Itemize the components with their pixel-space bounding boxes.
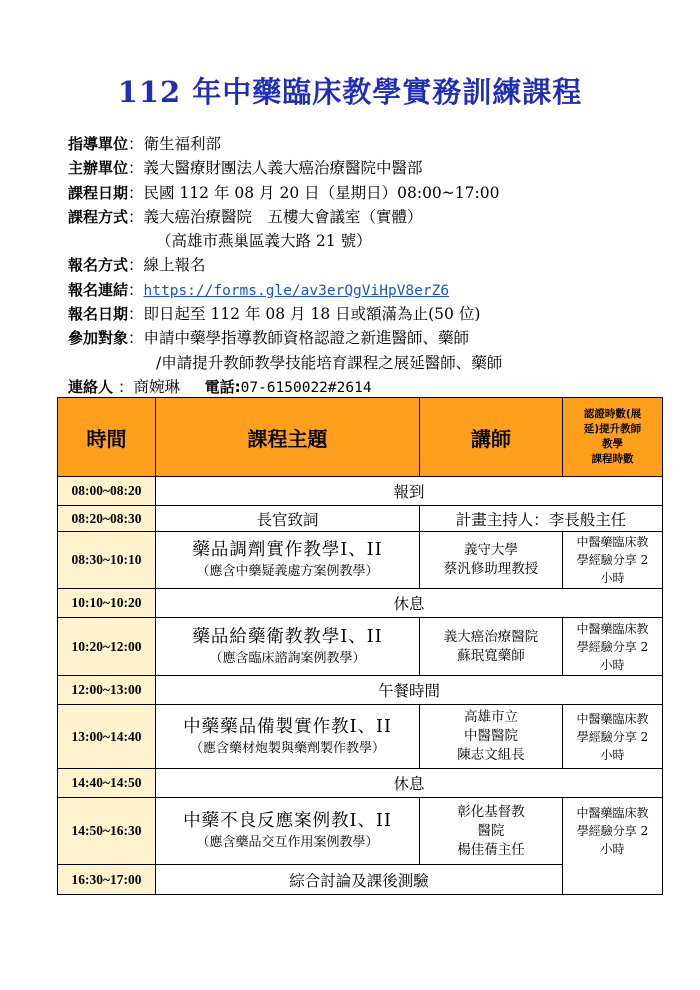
header-topic: 課程主題 bbox=[156, 398, 420, 477]
topic-title: 中藥藥品備製實作教Ⅰ、II bbox=[183, 716, 392, 737]
speaker-line-1: 義守大學 bbox=[464, 542, 518, 558]
header-time: 時間 bbox=[58, 398, 156, 477]
table-row bbox=[58, 705, 663, 769]
credit-line-2: 學經驗分享 2 bbox=[576, 553, 649, 567]
speaker-line-2: 蔡汎修助理教授 bbox=[443, 561, 539, 577]
table-row bbox=[58, 532, 663, 589]
credit-line-1: 中醫藥臨床教 bbox=[576, 806, 649, 820]
row-activity: 綜合討論及課後測驗 bbox=[156, 865, 563, 895]
table-row bbox=[58, 769, 663, 798]
topic-subtitle: （應含中藥疑義處方案例教學） bbox=[196, 564, 379, 579]
reg-method-value: 線上報名 bbox=[143, 256, 206, 275]
topic-title: 藥品給藥衛教教學Ⅰ、II bbox=[192, 626, 383, 647]
credit-line-3: 小時 bbox=[600, 657, 625, 672]
table-row bbox=[58, 676, 663, 705]
credit-line-3: 小時 bbox=[600, 747, 625, 762]
reg-link-label: 報名連結 bbox=[68, 280, 129, 299]
audience-value-1: 申請中藥學指導教師資格認證之新進醫師、藥師 bbox=[143, 329, 470, 348]
speaker-line-3: 陳志文組長 bbox=[457, 747, 525, 763]
date-value: 民國 112 年 08 月 20 日（星期日）08:00~17:00 bbox=[143, 183, 500, 202]
schedule-table bbox=[57, 397, 663, 895]
table-row bbox=[58, 798, 663, 865]
reg-method-label: 報名方式 bbox=[68, 256, 129, 275]
speaker-line-1: 義大癌治療醫院 bbox=[443, 628, 539, 645]
contact-row: 連絡人 ：商婉琳 電話:07-6150022#2614 bbox=[68, 377, 372, 396]
row-topic bbox=[156, 532, 420, 589]
credit-line-1: 中醫藥臨床教 bbox=[576, 535, 649, 549]
address-row bbox=[68, 229, 678, 253]
header-credit-line-4: 課程時數 bbox=[591, 453, 634, 465]
row-time: 08:20~08:30 bbox=[58, 506, 156, 532]
audience-row-2 bbox=[68, 351, 678, 375]
row-speaker: 計畫主持人：李長般主任 bbox=[420, 506, 663, 532]
header-credit-line-2: 延)提升教師 bbox=[583, 423, 642, 435]
mode-label: 課程方式 bbox=[68, 207, 129, 226]
row-activity: 報到 bbox=[156, 477, 663, 506]
row-time: 12:00~13:00 bbox=[58, 676, 156, 705]
phone-value: 07-6150022#2614 bbox=[240, 379, 372, 396]
speaker-line-2: 醫院 bbox=[477, 822, 505, 839]
mode-value: 義大癌治療醫院 五樓大會議室（實體） bbox=[143, 207, 423, 226]
course-info bbox=[68, 132, 678, 399]
credit-line-2: 學經驗分享 2 bbox=[576, 824, 649, 838]
row-activity: 休息 bbox=[156, 589, 663, 618]
contact-label: 連絡人 bbox=[68, 377, 114, 396]
row-credit bbox=[563, 798, 663, 895]
row-topic bbox=[156, 705, 420, 769]
row-time: 16:30~17:00 bbox=[58, 865, 156, 895]
topic-subtitle: （應含藥材炮製與藥劑製作教學） bbox=[189, 740, 385, 756]
date-label: 課程日期 bbox=[68, 183, 129, 202]
row-speaker bbox=[420, 798, 563, 865]
row-activity: 休息 bbox=[156, 769, 663, 798]
row-credit bbox=[563, 618, 663, 676]
credit-line-1: 中醫藥臨床教 bbox=[576, 621, 649, 636]
supervisor-label: 指導單位 bbox=[68, 135, 129, 153]
table-row bbox=[58, 506, 663, 532]
phone-label: 電話: bbox=[204, 377, 241, 396]
reg-link[interactable]: https://forms.gle/av3erQgViHpV8erZ6 bbox=[143, 282, 450, 299]
audience-row: 參加對象：申請中藥學指導教師資格認證之新進醫師、藥師 bbox=[68, 329, 470, 348]
row-credit bbox=[563, 532, 663, 589]
row-time: 14:40~14:50 bbox=[58, 769, 156, 798]
row-time: 08:30~10:10 bbox=[58, 532, 156, 589]
credit-line-3: 小時 bbox=[600, 571, 625, 585]
audience-label: 參加對象 bbox=[68, 329, 129, 348]
reg-method-row: 報名方式：線上報名 bbox=[68, 256, 206, 275]
speaker-line-1: 高雄市立 bbox=[464, 709, 518, 725]
date-row: 課程日期：民國 112 年 08 月 20 日（星期日）08:00~17:00 bbox=[68, 183, 500, 202]
row-time: 10:20~12:00 bbox=[58, 618, 156, 676]
credit-line-3: 小時 bbox=[600, 842, 625, 856]
credit-line-2: 學經驗分享 2 bbox=[576, 639, 649, 654]
mode-row: 課程方式：義大癌治療醫院 五樓大會議室（實體） bbox=[68, 207, 423, 226]
audience-value-2: /申請提升教師教學技能培育課程之展延醫師、藥師 bbox=[156, 353, 503, 372]
reg-link-row: 報名連結：https://forms.gle/av3erQgViHpV8erZ6 bbox=[68, 280, 450, 299]
supervisor-row: 指導單位：衛生福利部 bbox=[68, 135, 222, 153]
topic-title: 藥品調劑實作教學Ⅰ、II bbox=[192, 540, 383, 560]
row-time: 13:00~14:40 bbox=[58, 705, 156, 769]
speaker-line-2: 蘇珉寬藥師 bbox=[457, 647, 525, 664]
table-row bbox=[58, 618, 663, 676]
table-header-row bbox=[58, 398, 663, 477]
supervisor-value: 衛生福利部 bbox=[143, 135, 222, 153]
speaker-line-3: 楊佳蒨主任 bbox=[457, 841, 525, 858]
table-row bbox=[58, 477, 663, 506]
organizer-value: 義大醫療財團法人義大癌治療醫院中醫部 bbox=[143, 159, 423, 178]
speaker-line-2: 中醫醫院 bbox=[464, 728, 518, 744]
table-row bbox=[58, 589, 663, 618]
row-topic bbox=[156, 618, 420, 676]
header-speaker: 講師 bbox=[420, 398, 563, 477]
row-topic bbox=[156, 798, 420, 865]
address-value: （高雄市燕巢區義大路 21 號） bbox=[156, 232, 372, 251]
row-time: 14:50~16:30 bbox=[58, 798, 156, 865]
header-credit-line-3: 教學 bbox=[602, 438, 623, 450]
topic-subtitle: （應含藥品交互作用案例教學） bbox=[196, 835, 379, 850]
topic-title: 中藥不良反應案例教Ⅰ、II bbox=[183, 811, 392, 831]
row-credit bbox=[563, 705, 663, 769]
row-speaker bbox=[420, 532, 563, 589]
organizer-label: 主辦單位 bbox=[68, 159, 129, 178]
row-time: 10:10~10:20 bbox=[58, 589, 156, 618]
organizer-row: 主辦單位：義大醫療財團法人義大癌治療醫院中醫部 bbox=[68, 159, 423, 178]
reg-date-value: 即日起至 112 年 08 月 18 日或額滿為止(50 位) bbox=[143, 305, 481, 324]
row-speaker bbox=[420, 618, 563, 676]
row-activity: 午餐時間 bbox=[156, 676, 663, 705]
row-speaker bbox=[420, 705, 563, 769]
header-credit bbox=[563, 398, 663, 477]
speaker-line-1: 彰化基督教 bbox=[457, 803, 525, 820]
page-title: 112 年中藥臨床教學實務訓練課程 bbox=[117, 75, 583, 109]
row-time: 08:00~08:20 bbox=[58, 477, 156, 506]
header-credit-line-1: 認證時數(展 bbox=[583, 408, 642, 420]
row-topic: 長官致詞 bbox=[156, 506, 420, 532]
credit-line-1: 中醫藥臨床教 bbox=[576, 711, 649, 726]
credit-line-2: 學經驗分享 2 bbox=[576, 729, 649, 744]
reg-date-label: 報名日期 bbox=[68, 305, 129, 324]
reg-date-row: 報名日期：即日起至 112 年 08 月 18 日或額滿為止(50 位) bbox=[68, 305, 481, 324]
contact-value: 商婉琳 bbox=[133, 377, 180, 396]
topic-subtitle: （應含臨床諮詢案例教學） bbox=[209, 650, 366, 666]
